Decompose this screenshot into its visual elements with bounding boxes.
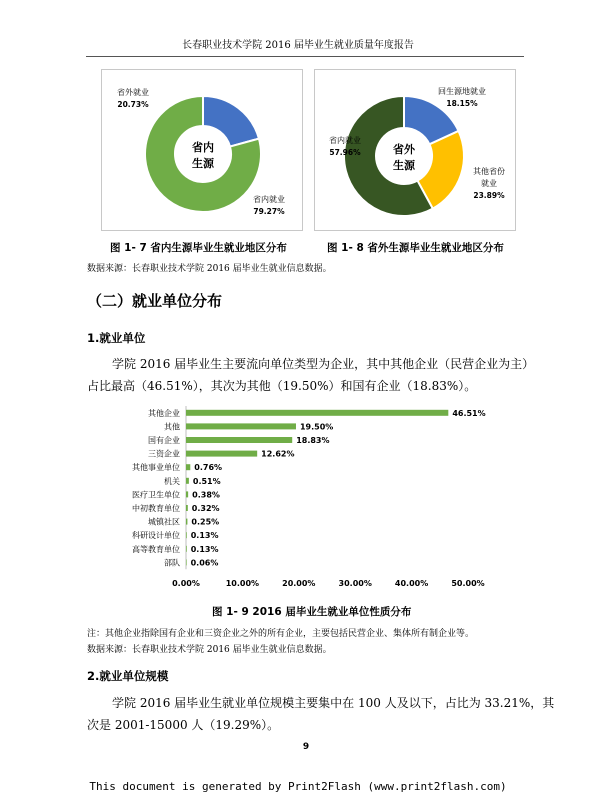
bar	[186, 505, 188, 511]
category-label: 高等教育单位	[132, 544, 180, 554]
bar-value-label: 19.50%	[299, 422, 334, 432]
figure-1-7	[101, 69, 303, 231]
category-label: 国有企业	[148, 436, 180, 445]
donut-center-line2: 生源	[393, 159, 415, 172]
paragraph-line: 学院 2016 届毕业生主要流向单位类型为企业，其中其他企业（民营企业为主）	[112, 357, 535, 371]
bar-value-label: 12.62%	[261, 449, 295, 459]
footer-notice: This document is generated by Print2Flash (www.print2flash.com)	[89, 780, 507, 793]
donut-hole	[175, 126, 231, 182]
figure-1-7-caption: 图 1- 7 省内生源毕业生就业地区分布	[110, 242, 287, 254]
source-note: 数据来源：长春职业技术学院 2016 届毕业生就业信息数据。	[87, 645, 332, 655]
bar-value-label: 46.51%	[452, 408, 486, 418]
category-label: 其他	[164, 422, 180, 432]
category-label: 机关	[164, 476, 180, 486]
category-label: 科研设计单位	[132, 531, 180, 541]
header-divider	[86, 56, 524, 57]
bar-value-label: 0.76%	[194, 463, 223, 473]
note: 注：其他企业指除国有企业和三资企业之外的所有企业，主要包括民营企业、集体所有制企业等。	[87, 629, 475, 639]
bar	[186, 437, 292, 443]
slice-label: 回生源地就业	[438, 87, 486, 96]
donut-chart-in-province	[102, 70, 302, 230]
donut-hole	[376, 128, 432, 184]
x-tick-label: 40.00%	[394, 579, 429, 588]
slice-label: 就业	[481, 179, 497, 188]
paragraph-line: 学院 2016 届毕业生就业单位规模主要集中在 100 人及以下，占比为 33.21%，其	[112, 696, 555, 710]
category-label: 三资企业	[148, 449, 180, 459]
page-header-title: 长春职业技术学院 2016 届毕业生就业质量年度报告	[182, 40, 414, 51]
figure-1-8-caption: 图 1- 8 省外生源毕业生就业地区分布	[327, 242, 504, 254]
slice-label: 省内就业	[329, 136, 361, 145]
page-number: 9	[302, 742, 310, 752]
category-label: 中初教育单位	[132, 504, 180, 513]
category-label: 其他事业单位	[132, 463, 180, 473]
paragraph-line: 次是 2001-15000 人（19.29%）。	[87, 718, 280, 732]
donut-center-line1: 省内	[192, 141, 214, 154]
slice-value-label: 57.96%	[329, 148, 361, 157]
donut-center-line2: 生源	[192, 157, 214, 170]
bar	[186, 559, 187, 565]
bar-value-label: 0.13%	[190, 531, 219, 541]
source-note: 数据来源：长春职业技术学院 2016 届毕业生就业信息数据。	[87, 264, 332, 274]
bar-value-label: 0.06%	[190, 558, 219, 568]
bar	[186, 519, 187, 525]
bar	[186, 491, 188, 497]
subsection-title: 2.就业单位规模	[87, 669, 169, 683]
x-tick-label: 20.00%	[282, 579, 316, 588]
bar-value-label: 0.38%	[192, 490, 220, 500]
bar	[186, 546, 187, 552]
bar	[186, 410, 448, 416]
category-label: 医疗卫生单位	[132, 490, 180, 500]
bar-value-label: 0.32%	[191, 504, 220, 513]
donut-chart-out-province	[315, 70, 515, 230]
bar	[186, 532, 187, 538]
bar-value-label: 18.83%	[296, 436, 330, 445]
category-label: 城镇社区	[148, 517, 180, 527]
figure-1-9	[90, 402, 510, 594]
bar-chart-employer-type	[90, 402, 510, 594]
bar-value-label: 0.25%	[191, 517, 220, 527]
slice-label: 省内就业	[253, 195, 285, 204]
bar-value-label: 0.51%	[192, 476, 221, 486]
x-tick-label: 10.00%	[225, 579, 260, 588]
subsection-title: 1.就业单位	[87, 331, 146, 345]
slice-value-label: 20.73%	[117, 100, 149, 109]
slice-label: 省外就业	[117, 88, 149, 97]
slice-label: 其他省份	[473, 167, 505, 176]
x-tick-label: 30.00%	[338, 579, 372, 588]
bar	[186, 464, 190, 470]
x-tick-label: 50.00%	[451, 579, 485, 588]
bar	[186, 423, 296, 429]
bar-value-label: 0.13%	[190, 544, 219, 554]
category-label: 部队	[164, 558, 180, 568]
donut-center-line1: 省外	[393, 143, 415, 156]
slice-value-label: 18.15%	[446, 99, 478, 108]
section-title: （二）就业单位分布	[87, 292, 223, 310]
paragraph-line: 占比最高（46.51%），其次为其他（19.50%）和国有企业（18.83%）。	[87, 379, 477, 393]
slice-value-label: 79.27%	[253, 207, 285, 216]
figure-1-8	[314, 69, 516, 231]
category-label: 其他企业	[148, 408, 180, 418]
x-tick-label: 0.00%	[172, 579, 200, 588]
bar	[186, 451, 257, 457]
figure-1-9-caption: 图 1- 9 2016 届毕业生就业单位性质分布	[212, 606, 412, 618]
slice-value-label: 23.89%	[473, 191, 505, 200]
bar	[186, 478, 189, 484]
